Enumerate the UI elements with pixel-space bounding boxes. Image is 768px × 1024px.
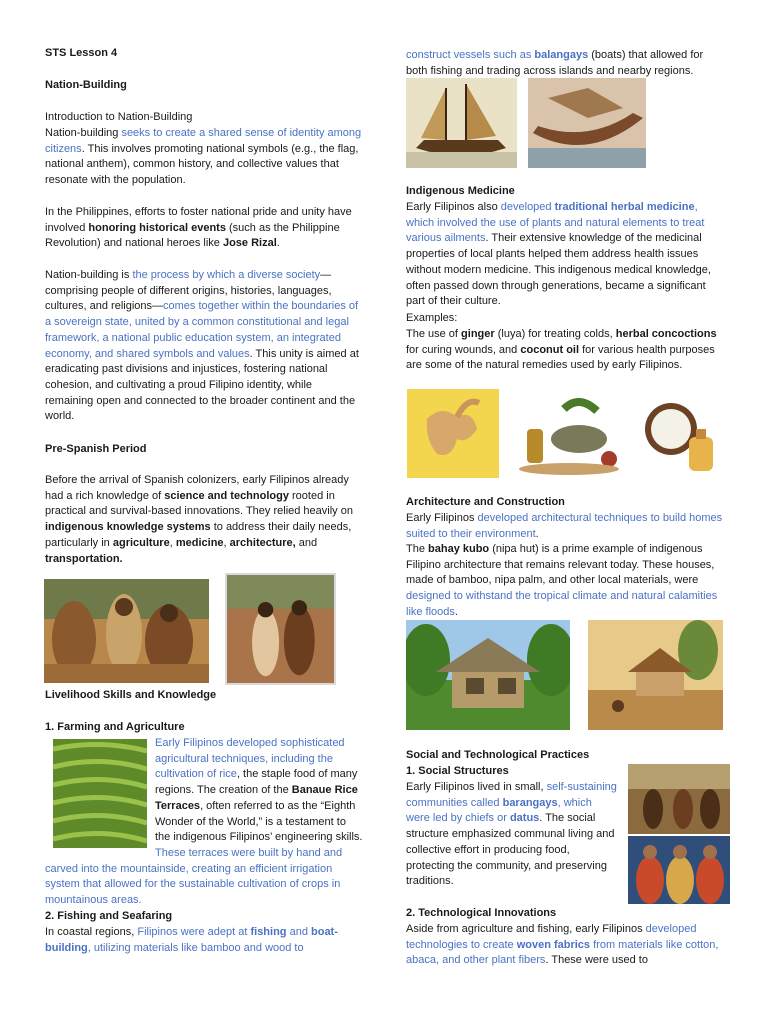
- social-structures-heading: 1. Social Structures: [406, 765, 509, 777]
- architecture-paragraph-1: Early Filipinos developed architectural techniques to build homes suited to their environment.: [406, 512, 723, 540]
- farming-paragraph: Early Filipinos developed sophisticated agricultural techniques, including the cultivation of rice, the staple food of many regions. The creation of the Banaue Rice Terraces, often referred to as the “Eighth Wonder of the World,” is a testament to the indigenous Filipinos’ engineering skills. These terraces were built by hand and carved into the mountainside, creating an efficient irrigation system that allowed for the sustainable cultivation of crops in mountainous areas.: [45, 737, 363, 907]
- precolonial-painting-image-1: [44, 579, 209, 683]
- examples-paragraph: The use of ginger (luya) for treating colds, herbal concoctions for curing wounds, and coconut oil for various health purposes are some of the natural remedies used by early Filipinos.: [406, 328, 717, 372]
- livelihood-heading: Livelihood Skills and Knowledge: [45, 689, 217, 701]
- intro-paragraph: Nation-building seeks to create a shared sense of identity among citizens. This involves promoting national symbols (e.g., the flag, national anthem), common history, and collective values that resonate with the population.: [45, 127, 362, 187]
- architecture-heading: Architecture and Construction: [406, 496, 565, 508]
- philippines-paragraph: In the Philippines, efforts to foster national pride and unity have involved honoring historical events (such as the Philippine Revolution) and national heroes like Jose Rizal.: [45, 206, 352, 250]
- social-paragraph: Early Filipinos lived in small, self-sustaining communities called barangays, which were led by chiefs or datus. The social structure emphasized communal living and collective effort in producing food, protecting the community, and preserving traditions.: [406, 781, 617, 888]
- bahay-kubo-photo-image: [406, 620, 570, 730]
- balangay-paragraph: construct vessels such as balangays (boats) that allowed for both fishing and trading across islands and nearby regions.: [406, 49, 704, 77]
- social-heading: Social and Technological Practices: [406, 749, 590, 761]
- herbal-concoction-image: [509, 389, 631, 478]
- intro-heading: Introduction to Nation-Building: [45, 111, 193, 123]
- pre-spanish-heading: Pre-Spanish Period: [45, 443, 147, 455]
- architecture-paragraph-2: The bahay kubo (nipa hut) is a prime example of indigenous Filipino architecture that remains relevant today. These houses, made of bamboo, nipa palm, and other local materials, were designed to withstand the tropical climate and natural calamities like floods.: [406, 543, 718, 618]
- balangay-boat-image-2: [528, 78, 646, 168]
- nation-building-paragraph: Nation-building is the process by which a diverse society—comprising people of different origins, histories, languages, cultures, and religions—comes together within the boundaries of a sovereign state, united by a common constitutional and legal framework, a national public education system, an integrated economy, and shared symbols and values. This unity is aimed at eradicating past divisions and injustices, fostering national cohesion, and cultivating a proud Filipino identity, while remaining open and connected to the broader continent and the world.: [45, 269, 359, 423]
- medicine-heading: Indigenous Medicine: [406, 185, 515, 197]
- tech-heading: 2. Technological Innovations: [406, 907, 557, 919]
- fishing-heading: 2. Fishing and Seafaring: [45, 910, 173, 922]
- precolonial-painting-image-2: [225, 573, 336, 685]
- datus-painting-image: [628, 836, 730, 904]
- bahay-kubo-painting-image: [588, 620, 723, 730]
- farming-heading: 1. Farming and Agriculture: [45, 721, 185, 733]
- fishing-paragraph: In coastal regions, Filipinos were adept at fishing and boat-building, utilizing materials like bamboo and wood to: [45, 926, 338, 954]
- ginger-image: [407, 389, 499, 478]
- barangay-painting-image: [628, 764, 730, 834]
- lesson-label: STS Lesson 4: [45, 47, 118, 59]
- medicine-paragraph: Early Filipinos also developed traditional herbal medicine, which involved the use of plants and natural elements to treat various ailments. Their extensive knowledge of the medicinal properties of local plants helped them address health issues without modern medicine. This indigenous medical knowledge, often passed down through generations, became a significant part of their culture.: [406, 201, 711, 308]
- pre-spanish-paragraph: Before the arrival of Spanish colonizers, early Filipinos already had a rich knowledge of science and technology rooted in practical and survival-based innovations. They relied heavily on indigenous knowledge systems to address their daily needs, particularly in agriculture, medicine, architecture, and transportation.: [45, 474, 353, 565]
- tech-paragraph: Aside from agriculture and fishing, early Filipinos developed technologies to create woven fabrics from materials like cotton, abaca, and other plant fibers. These were used to: [406, 923, 719, 967]
- coconut-oil-image: [641, 389, 723, 478]
- page-title: Nation-Building: [45, 79, 127, 91]
- examples-label: Examples:: [406, 312, 458, 324]
- balangay-boat-image-1: [406, 78, 517, 168]
